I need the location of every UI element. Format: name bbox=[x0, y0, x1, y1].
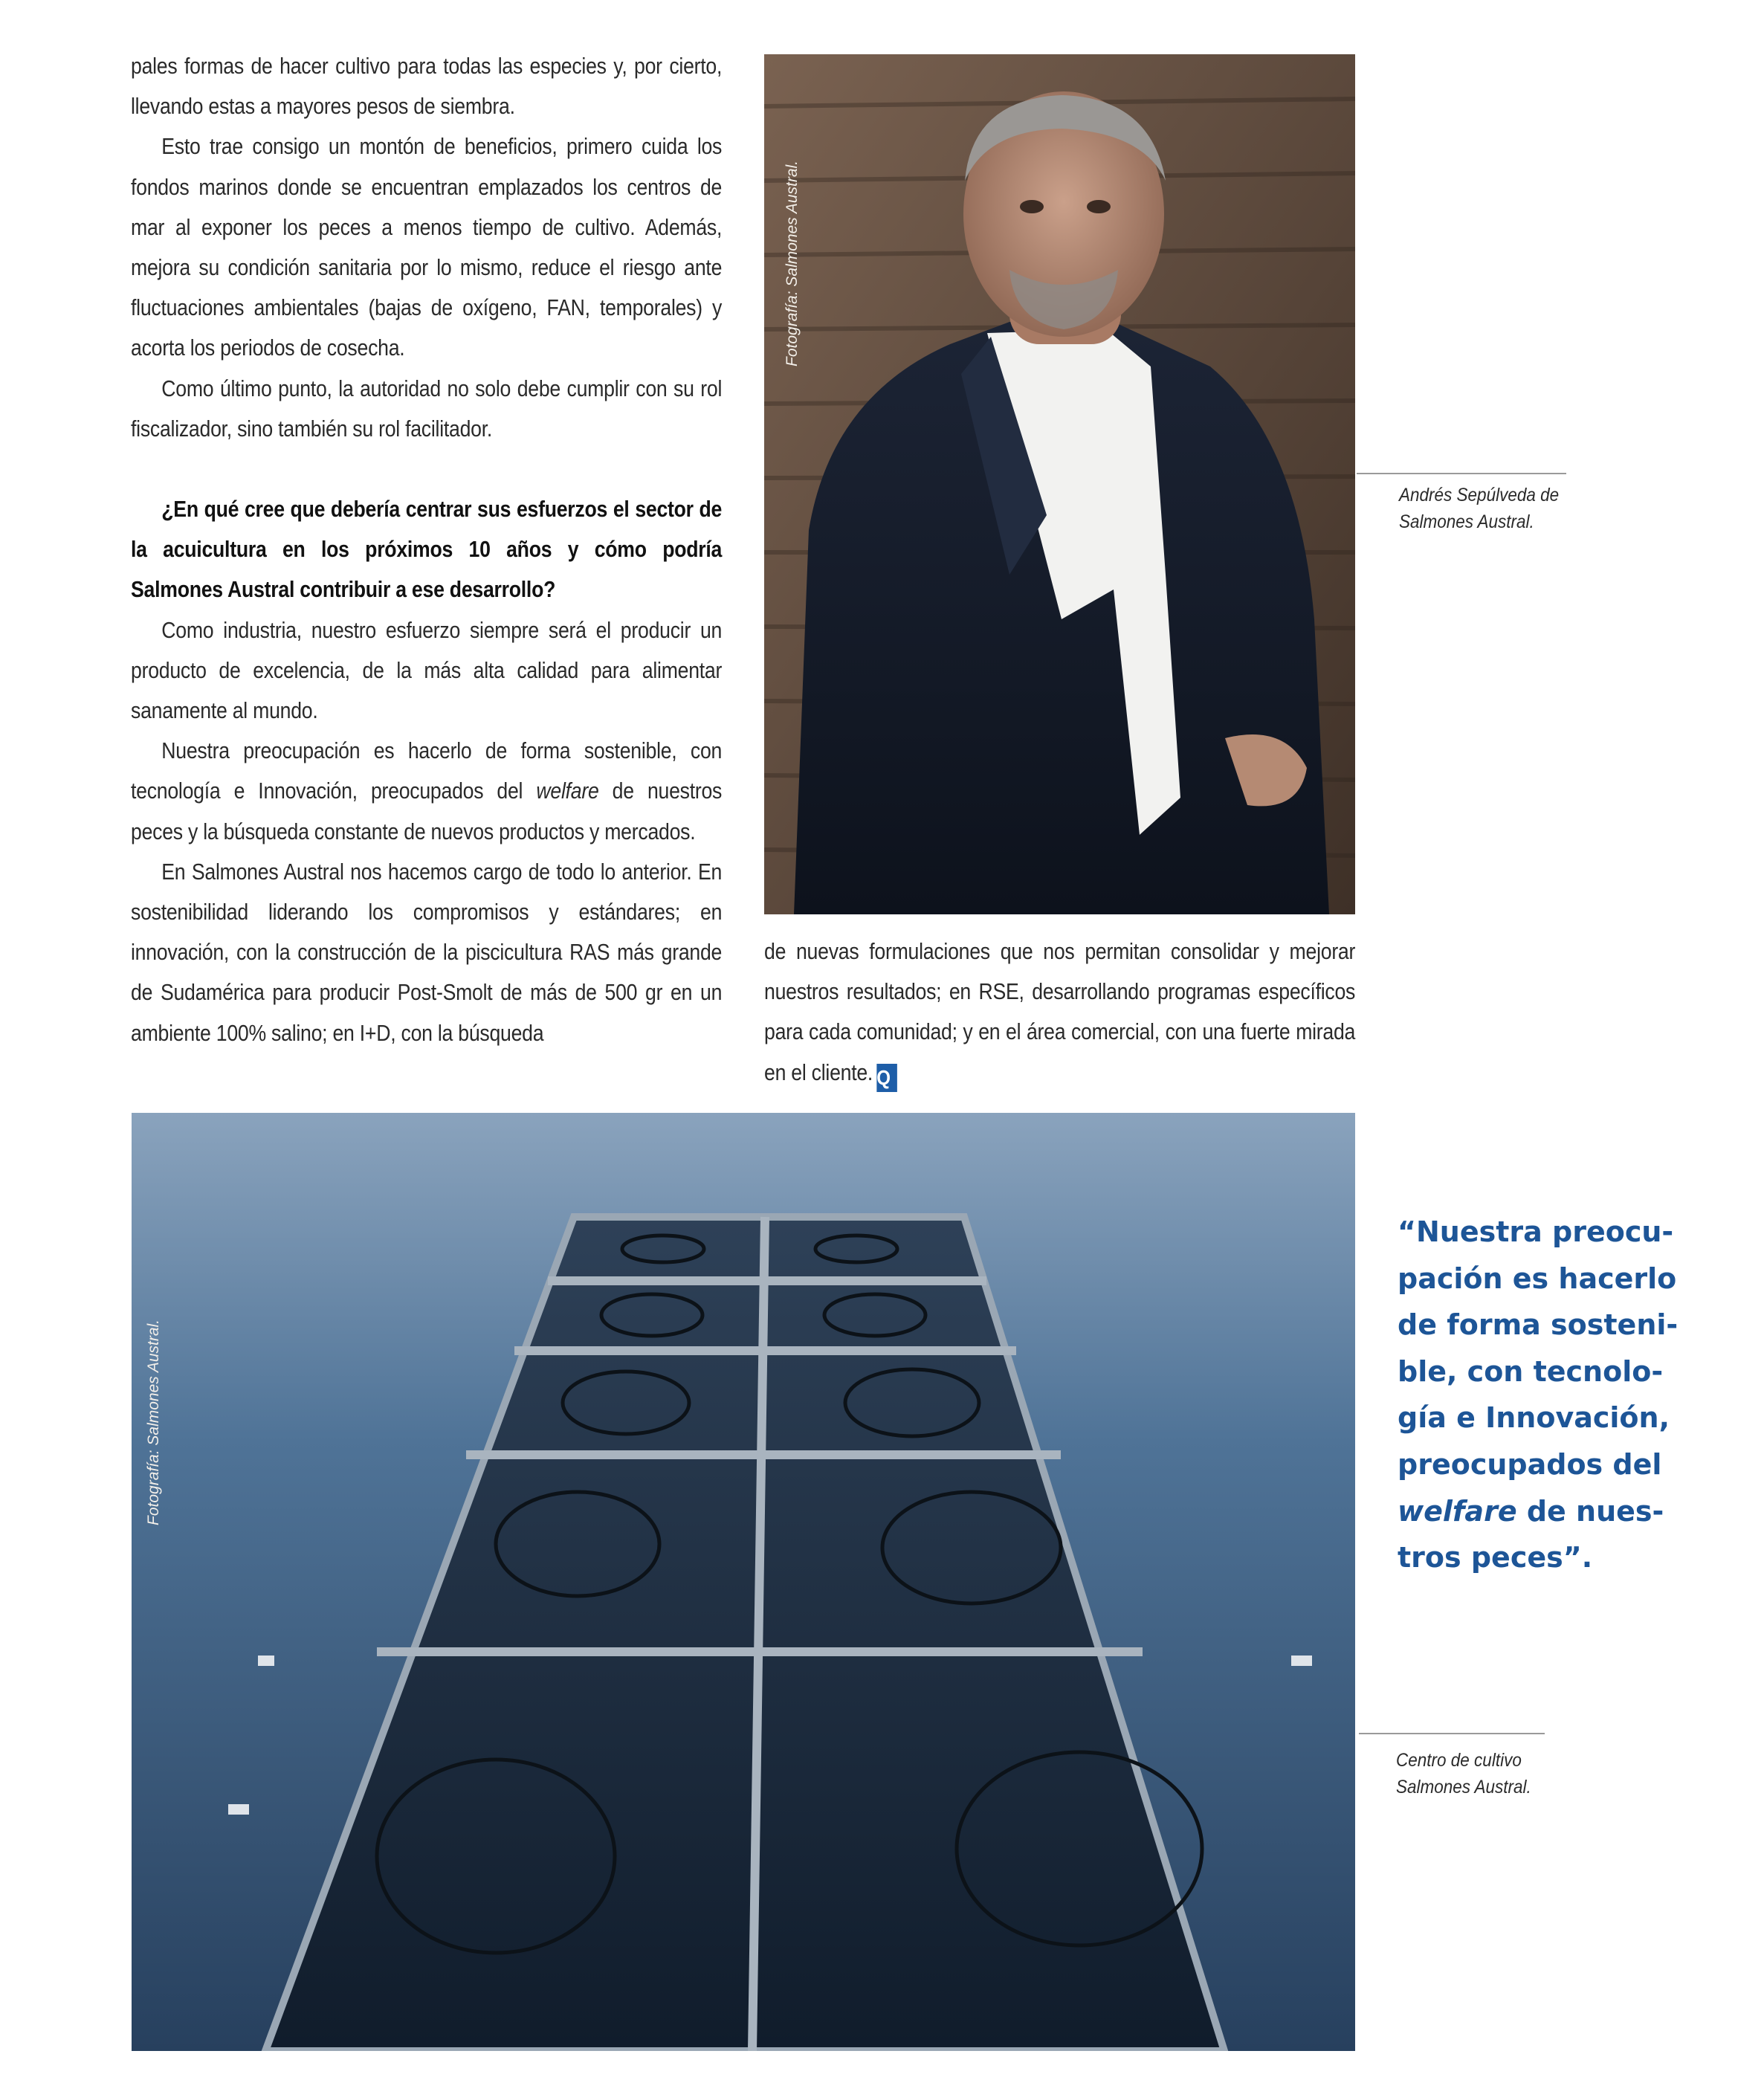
pull-quote-line: pación es hacerlo bbox=[1398, 1262, 1677, 1295]
portrait-illustration bbox=[764, 54, 1355, 914]
paragraph bbox=[131, 731, 722, 852]
fish-farm-photo bbox=[132, 1113, 1355, 2051]
fish-farm-illustration bbox=[132, 1113, 1355, 2051]
pull-quote bbox=[1398, 1209, 1710, 1581]
interview-question: ¿En qué cree que debería centrar sus esfuerzos el sector de la acuicultura en los próximos 10 años y cómo podría Salmones Austral contribuir a ese desarrollo? bbox=[131, 496, 723, 603]
italic-term: welfare bbox=[536, 778, 599, 804]
paragraph: pales formas de hacer cultivo para todas las especies y, por cierto, llevando estas a mayores pesos de siembra. bbox=[131, 53, 723, 120]
photo-credit: Fotografía: Salmones Austral. bbox=[145, 1319, 162, 1525]
caption-line: Andrés Sepúlveda de bbox=[1399, 485, 1560, 505]
caption-rule bbox=[1359, 1733, 1545, 1734]
paragraph-text: Nuestra preocupación es hacerlo de forma sostenible, con tecnología e Innovación, preocupados del bbox=[131, 737, 723, 804]
left-text-column bbox=[131, 46, 722, 1053]
farm-caption bbox=[1396, 1747, 1531, 1800]
paragraph: Como último punto, la autoridad no solo debe cumplir con su rol fiscalizador, sino también su rol facilitador. bbox=[131, 375, 723, 442]
paragraph: En Salmones Austral nos hacemos cargo de todo lo anterior. En sostenibilidad liderando los compromisos y estándares; en innovación, con la construcción de la piscicultura RAS más grande de Sudamérica para producir Post-Smolt de más de 500 gr en un ambiente 100% salino; en I+D, con la búsqueda bbox=[131, 858, 723, 1046]
pull-quote-line: tros peces”. bbox=[1398, 1541, 1593, 1574]
caption-line: Salmones Austral. bbox=[1396, 1777, 1531, 1797]
pull-quote-line: ble, con tecnolo- bbox=[1398, 1354, 1664, 1388]
paragraph: Esto trae consigo un montón de beneficios, primero cuida los fondos marinos donde se encuentran emplazados los centros de mar al exponer los peces a menos tiempo de cultivo. Además, mejora su condición sanitaria por lo mismo, reduce el riesgo ante fluctuaciones ambientales (bajas de oxígeno, FAN, temporales) y acorta los periodos de cosecha. bbox=[131, 133, 723, 361]
pull-quote-line bbox=[1398, 1488, 1710, 1535]
paragraph: Como industria, nuestro esfuerzo siempre será el producir un producto de excelencia, de la más alta calidad para alimentar sanamente al mundo. bbox=[131, 616, 723, 724]
caption-line: Centro de cultivo bbox=[1396, 1750, 1522, 1771]
caption-rule bbox=[1357, 473, 1566, 474]
pull-quote-text: de nues- bbox=[1516, 1494, 1664, 1528]
paragraph bbox=[764, 931, 1355, 1093]
caption-line: Salmones Austral. bbox=[1399, 511, 1534, 532]
pull-quote-line: de forma sosteni- bbox=[1398, 1308, 1679, 1342]
pull-quote-line: preocupados del bbox=[1398, 1447, 1662, 1481]
end-of-article-mark: Q bbox=[876, 1064, 897, 1092]
photo-credit: Fotografía: Salmones Austral. bbox=[784, 160, 801, 366]
middle-text-column bbox=[764, 931, 1355, 1093]
portrait-photo bbox=[764, 54, 1355, 914]
pull-quote-line: gía e Innovación, bbox=[1398, 1401, 1670, 1435]
portrait-caption bbox=[1399, 482, 1559, 535]
pull-quote-line: “Nuestra preocu- bbox=[1398, 1215, 1674, 1248]
paragraph-text: de nuevas formulaciones que nos permitan consolidar y mejorar nuestros resultados; en RSE, desarrollando programas específicos para cada comunidad; y en el área comercial, con una fuerte mirada en el cliente. bbox=[764, 938, 1356, 1085]
paragraph-text: de nuestros peces y la búsqueda constante de nuevos productos y mercados. bbox=[131, 778, 723, 844]
italic-term: welfare bbox=[1398, 1494, 1517, 1528]
